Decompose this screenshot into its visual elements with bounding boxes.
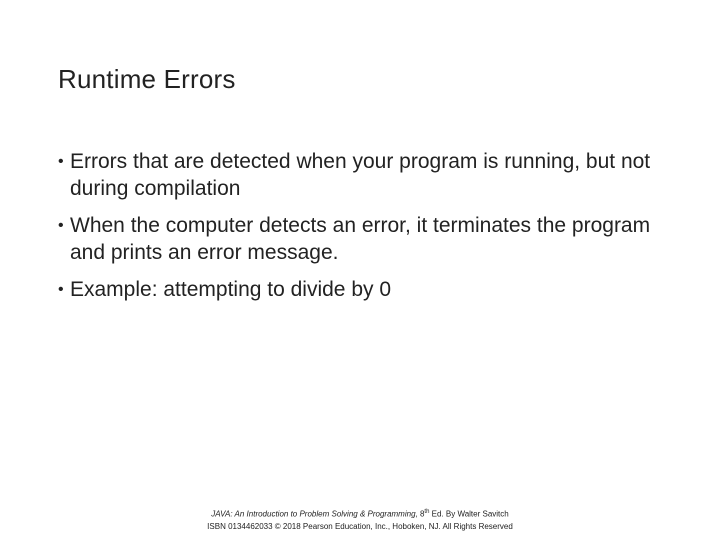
bullet-list xyxy=(58,148,678,313)
bullet-item xyxy=(58,148,678,202)
footer-line-1 xyxy=(0,506,720,521)
footer-edition-number: 8 xyxy=(419,509,425,519)
footer-citation xyxy=(0,506,720,533)
bullet-icon: • xyxy=(58,217,64,234)
footer-comma: , xyxy=(415,509,420,519)
footer-line-2: ISBN 0134462033 © 2018 Pearson Education, Inc., Hoboken, NJ. All Rights Reserved xyxy=(207,521,513,531)
footer-book-title: JAVA: An Introduction to Problem Solving & Programming xyxy=(211,509,416,519)
bullet-text: When the computer detects an error, it terminates the program and prints an error message. xyxy=(70,214,651,264)
slide-title: Runtime Errors xyxy=(58,64,236,94)
bullet-item xyxy=(58,276,678,303)
bullet-item xyxy=(58,212,678,266)
footer-edition-suffix: th xyxy=(424,509,430,515)
footer-edition-rest: Ed. By Walter Savitch xyxy=(429,509,509,519)
bullet-text: Example: attempting to divide by 0 xyxy=(70,278,392,301)
bullet-icon: • xyxy=(58,281,64,298)
bullet-text: Errors that are detected when your program is running, but not during compilation xyxy=(70,150,651,200)
bullet-icon: • xyxy=(58,153,64,170)
